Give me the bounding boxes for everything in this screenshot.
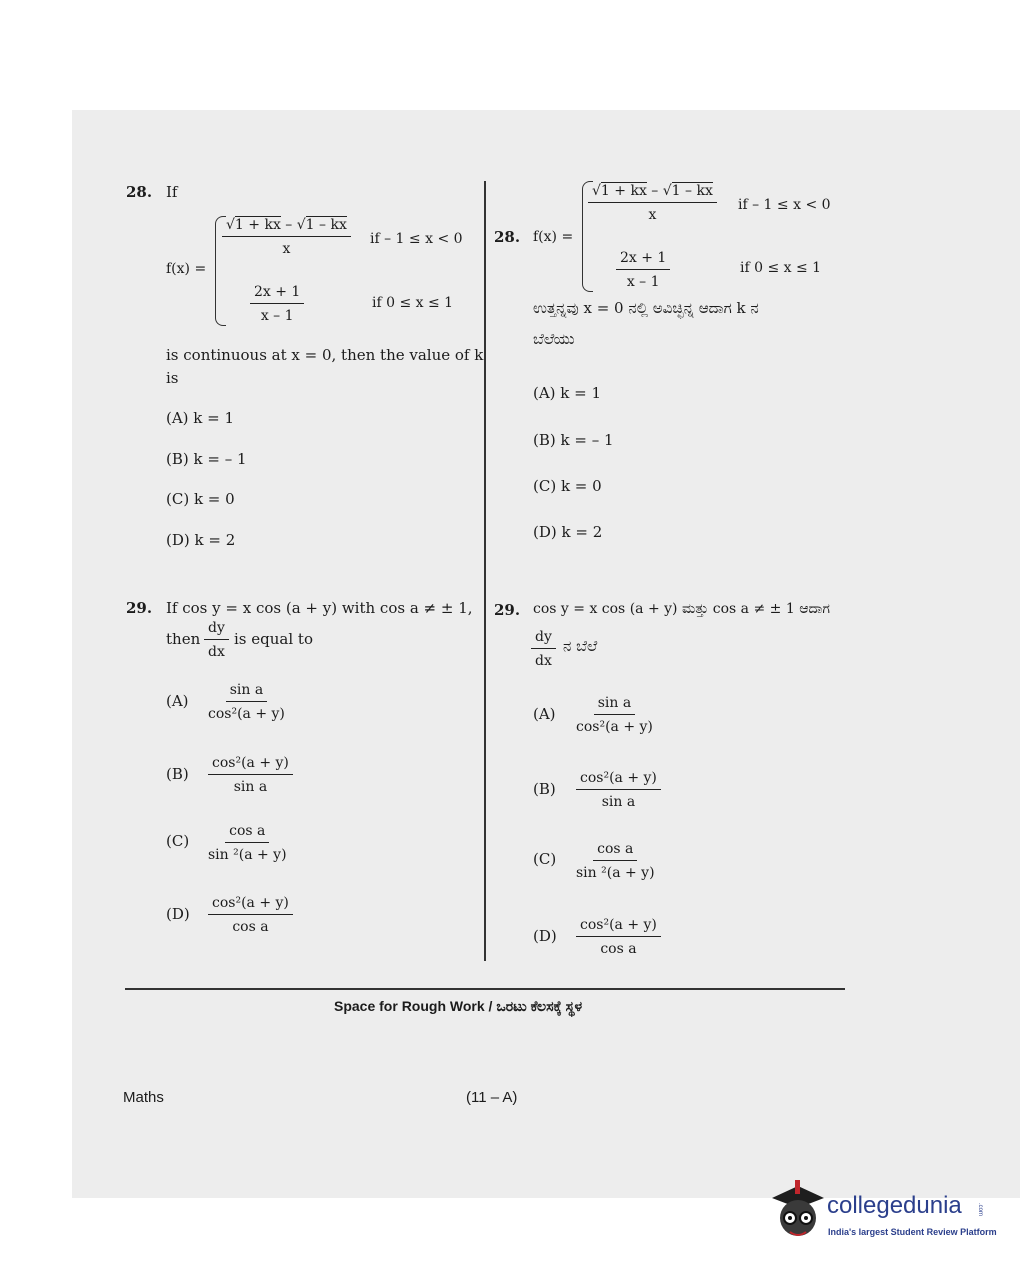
piecewise-case1-fraction: $\frac{√1 + kx - √1 - kx}{x}$ — [588, 184, 717, 222]
piecewise-case2-fraction: $\frac{2x + 1}{x - 1}$ — [250, 285, 304, 323]
question-then: then — [166, 630, 201, 648]
option-b: (B) k = – 1 — [533, 431, 614, 449]
brand-tagline: India's largest Student Review Platform — [828, 1227, 997, 1237]
option-b-fraction: $\frac{\text{cos²(a + y)}}{\text{sin a}}$ — [576, 771, 661, 809]
question-number: 28. — [126, 183, 153, 201]
footer-rule — [125, 988, 845, 990]
case2-condition: if 0 ≤ x ≤ 1 — [372, 295, 454, 311]
option-d: (D) k = 2 — [166, 531, 236, 549]
collegedunia-mascot-icon — [768, 1176, 830, 1248]
question-number: 29. — [494, 601, 521, 619]
function-label: f(x) = — [533, 229, 574, 245]
option-b-label: (B) — [533, 780, 556, 798]
derivative-fraction: $\frac{dy}{dx}$ — [204, 621, 229, 659]
brand-domain: .com — [977, 1203, 983, 1217]
question-stem: is continuous at x = 0, then the value of k — [166, 346, 484, 364]
derivative-fraction: $\frac{dy}{dx}$ — [531, 630, 556, 668]
question-number: 29. — [126, 599, 153, 617]
question-stem-cont: is — [166, 369, 179, 387]
option-d-fraction: $\frac{\text{cos²(a + y)}}{\text{cos a}}$ — [208, 896, 293, 934]
brand-name: collegedunia — [827, 1192, 962, 1219]
question-number: 28. — [494, 228, 521, 246]
option-d-label: (D) — [166, 905, 190, 923]
subject-label: Maths — [123, 1089, 164, 1106]
case1-condition: if – 1 ≤ x < 0 — [370, 231, 463, 247]
option-a: (A) k = 1 — [166, 409, 235, 427]
option-a: (A) k = 1 — [533, 384, 602, 402]
function-label: f(x) = — [166, 261, 207, 277]
column-divider — [484, 181, 486, 961]
option-d: (D) k = 2 — [533, 523, 603, 541]
option-b: (B) k = – 1 — [166, 450, 247, 468]
option-c-fraction: $\frac{\text{cos a}}{\text{sin ²(a + y)}}$ — [208, 823, 287, 863]
piecewise-case1-fraction: $\frac{√1 + kx - √1 - kx}{x}$ — [222, 218, 351, 256]
question-tail: ನ ಬೆಲೆ — [563, 637, 598, 655]
option-c: (C) k = 0 — [533, 477, 602, 495]
option-c-label: (C) — [533, 850, 557, 868]
question-tail: is equal to — [234, 630, 313, 648]
option-c: (C) k = 0 — [166, 490, 235, 508]
case2-condition: if 0 ≤ x ≤ 1 — [740, 260, 822, 276]
option-d-label: (D) — [533, 927, 557, 945]
option-b-label: (B) — [166, 765, 189, 783]
option-a-label: (A) — [533, 705, 556, 723]
option-d-fraction: $\frac{\text{cos²(a + y)}}{\text{cos a}}$ — [576, 918, 661, 956]
option-a-fraction: $\frac{\text{sin a}}{\text{cos²(a + y)}}$ — [576, 695, 653, 735]
piecewise-case2-fraction: $\frac{2x + 1}{x - 1}$ — [616, 251, 670, 289]
question-stem: If cos y = x cos (a + y) with cos a ≠ ± 1, — [166, 599, 473, 617]
question-stem: cos y = x cos (a + y) ಮತ್ತು cos a ≠ ± 1 ಆದಾಗ — [533, 601, 831, 617]
question-intro: If — [166, 183, 178, 201]
option-c-fraction: $\frac{\text{cos a}}{\text{sin ²(a + y)}}$ — [576, 841, 655, 881]
case1-condition: if – 1 ≤ x < 0 — [738, 197, 831, 213]
option-a-label: (A) — [166, 692, 189, 710]
question-stem-cont: ಬೆಲೆಯು — [533, 330, 575, 348]
option-b-fraction: $\frac{\text{cos²(a + y)}}{\text{sin a}}$ — [208, 756, 293, 794]
option-a-fraction: $\frac{\text{sin a}}{\text{cos²(a + y)}}$ — [208, 682, 285, 722]
option-c-label: (C) — [166, 832, 190, 850]
question-stem: ಉತ್ತನ್ನವು x = 0 ನಲ್ಲಿ ಅವಿಚ್ಛಿನ್ನ ಆದಾಗ k ನ — [533, 299, 759, 317]
rough-work-label: Space for Rough Work / ಒರಟು ಕೆಲಸಕ್ಕೆ ಸ್ಥಳ — [334, 998, 583, 1014]
page-number: (11 – A) — [466, 1089, 518, 1106]
